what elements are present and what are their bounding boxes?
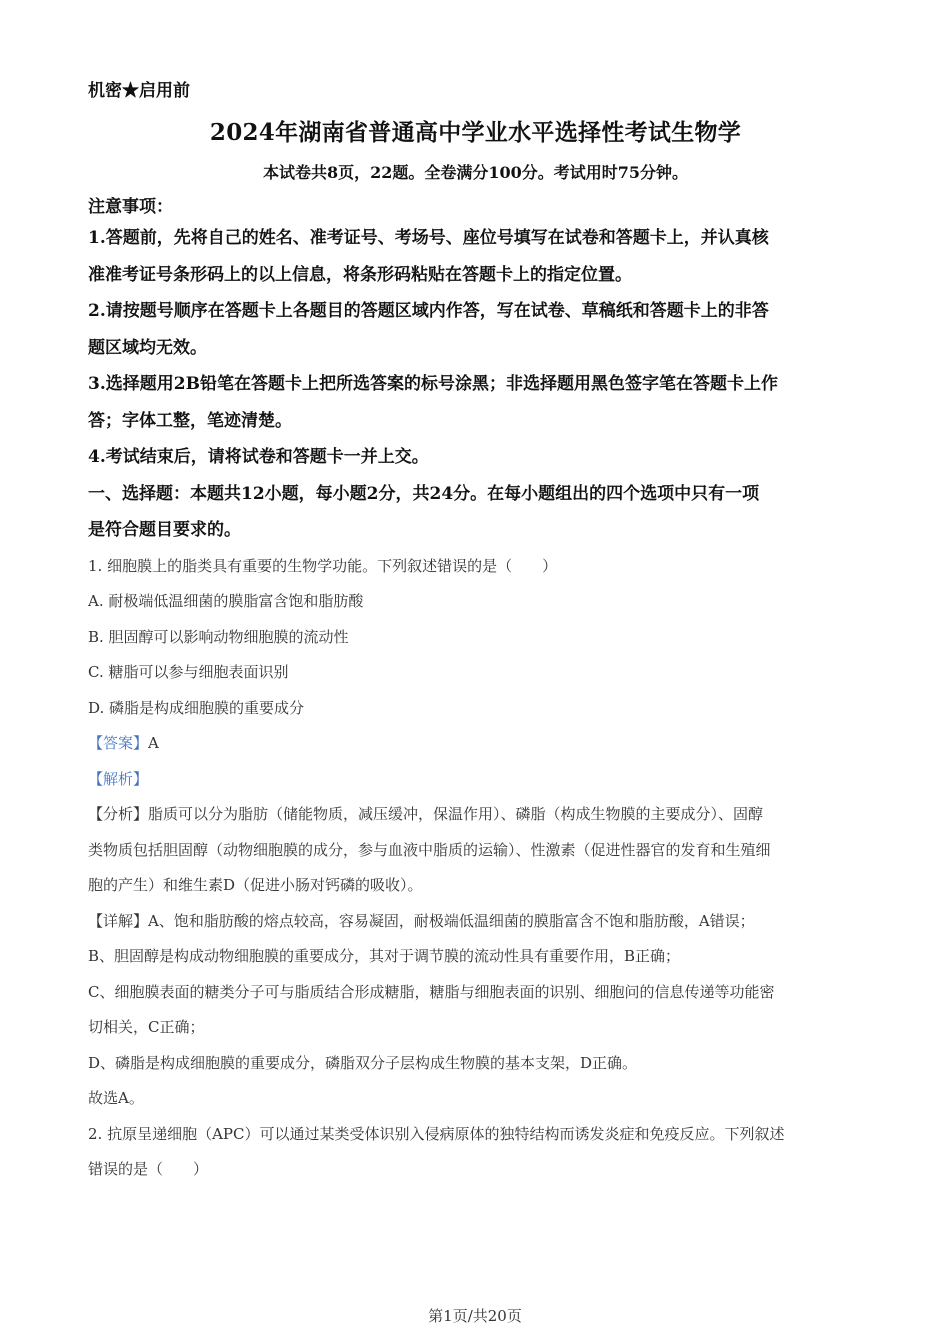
document-page bbox=[88, 78, 863, 1188]
section-heading bbox=[88, 476, 863, 549]
xiangjie-text: A、饱和脂肪酸的熔点较高，容易凝固，耐极端低温细菌的膜脂富含不饱和脂肪酸，A错误； bbox=[148, 911, 755, 930]
page-number: 第1页/共20页 bbox=[428, 1307, 522, 1325]
answer-value: A bbox=[148, 734, 159, 752]
xiangjie-line: D、磷脂是构成细胞膜的重要成分，磷脂双分子层构成生物膜的基本支架，D正确。 bbox=[88, 1053, 638, 1072]
question-2 bbox=[88, 1117, 863, 1188]
question-stem: 错误的是（ ） bbox=[88, 1160, 209, 1178]
fenxi-line bbox=[88, 797, 863, 833]
note-line: 3.选择题用2B铅笔在答题卡上把所选答案的标号涂黑；非选择题用黑色签字笔在答题卡上作 bbox=[88, 374, 778, 394]
analysis-line bbox=[88, 762, 863, 798]
section-heading-line: 一、选择题：本题共12小题，每小题2分，共24分。在每小题组出的四个选项中只有一项 bbox=[88, 483, 760, 504]
fenxi-line: 类物质包括胆固醇（动物细胞膜的成分，参与血液中脂质的运输）、性激素（促进性器官的发育和生殖细 bbox=[88, 840, 771, 859]
xiangjie-line bbox=[88, 904, 863, 940]
option-b: B. 胆固醇可以影响动物细胞膜的流动性 bbox=[88, 627, 349, 646]
fenxi-line: 胞的产生）和维生素D（促进小肠对钙磷的吸收）。 bbox=[88, 876, 423, 894]
answer-line bbox=[88, 726, 863, 762]
option-d: D. 磷脂是构成细胞膜的重要成分 bbox=[88, 698, 305, 717]
option-a: A. 耐极端低温细菌的膜脂富含饱和脂肪酸 bbox=[88, 592, 364, 610]
xiangjie-line: C、细胞膜表面的糖类分子可与脂质结合形成糖脂，糖脂与细胞表面的识别、细胞问的信息传递等功能密 bbox=[88, 982, 775, 1001]
note-line: 答；字体工整，笔迹清楚。 bbox=[88, 410, 292, 431]
note-line: 准准考证号条形码上的以上信息，将条形码粘贴在答题卡上的指定位置。 bbox=[88, 264, 632, 285]
page-title: 2024年湖南省普通高中学业水平选择性考试生物学 bbox=[209, 119, 742, 146]
notes-list bbox=[88, 220, 863, 476]
question-stem: 1. 细胞膜上的脂类具有重要的生物学功能。下列叙述错误的是（ ） bbox=[88, 556, 558, 575]
note-line: 4.考试结束后，请将试卷和答题卡一并上交。 bbox=[88, 447, 429, 467]
note-line: 2.请按题号顺序在答题卡上各题目的答题区域内作答，写在试卷、草稿纸和答题卡上的非答 bbox=[88, 301, 769, 321]
fenxi-tag: 【分析】 bbox=[88, 805, 149, 823]
option-c: C. 糖脂可以参与细胞表面识别 bbox=[88, 663, 289, 681]
section-heading-line: 是符合题目要求的。 bbox=[88, 520, 241, 540]
xiangjie-tag: 【详解】 bbox=[88, 911, 149, 930]
exam-info: 本试卷共8页，22题。全卷满分100分。考试用时75分钟。 bbox=[262, 163, 689, 182]
analysis-tag: 【解析】 bbox=[88, 769, 149, 788]
question-1 bbox=[88, 549, 863, 1117]
notes-heading: 注意事项： bbox=[88, 197, 173, 217]
question-stem: 2. 抗原呈递细胞（APC）可以通过某类受体识别入侵病原体的独特结构而诱发炎症和免疫反应。下列叙述 bbox=[88, 1124, 785, 1143]
confidential-label: 机密★启用前 bbox=[88, 81, 190, 101]
fenxi-text: 脂质可以分为脂肪（储能物质，减压缓冲，保温作用）、磷脂（构成生物膜的主要成分）、固醇 bbox=[148, 805, 764, 823]
conclusion-line: 故选A。 bbox=[88, 1089, 144, 1107]
xiangjie-line: B、胆固醇是构成动物细胞膜的重要成分，其对于调节膜的流动性具有重要作用，B正确； bbox=[88, 947, 681, 965]
answer-tag: 【答案】 bbox=[88, 734, 149, 752]
note-line: 1.答题前，先将自己的姓名、准考证号、考场号、座位号填写在试卷和答题卡上，并认真核 bbox=[88, 228, 769, 248]
xiangjie-line: 切相关，C正确； bbox=[88, 1018, 205, 1036]
note-line: 题区域均无效。 bbox=[88, 337, 207, 358]
